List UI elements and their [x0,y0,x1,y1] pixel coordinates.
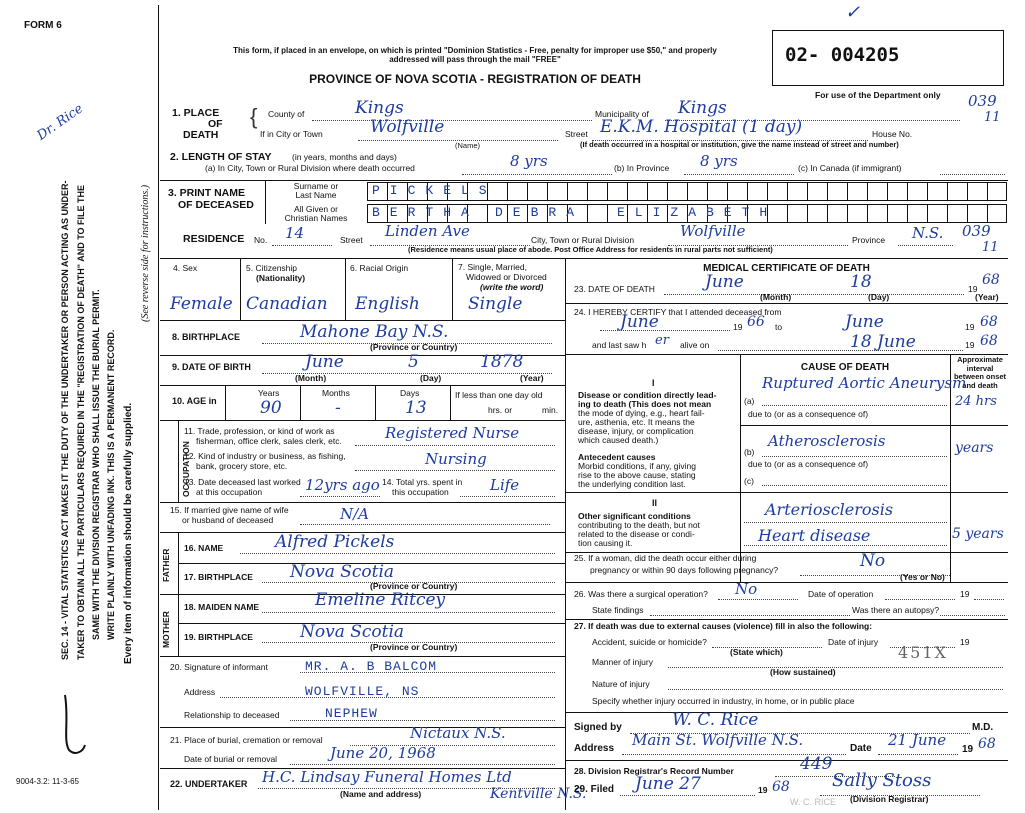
burial-label-1: 21. Place of burial, cremation or removal [170,735,323,745]
hospital-note: (If death occurred in a hospital or institution, give the name instead of street and number) [580,140,899,149]
residence-street-label: Street [340,235,363,245]
name-label-1: 3. PRINT NAME [168,187,246,199]
form-title: PROVINCE OF NOVA SCOTIA - REGISTRATION OF DEATH [309,72,641,86]
brace: { [250,104,258,129]
cause-c-label: (c) [744,476,754,486]
racial-value: English [355,294,420,314]
undertaker-caption: (Name and address) [340,789,422,799]
faint-stamp: W. C. RICE [790,797,837,807]
sec14-line1: SEC. 14 - VITAL STATISTICS ACT MAKES IT THE DUTY OF THE UNDERTAKER OR PERSON ACTING AS UNDER- [60,180,70,660]
manner-label: Manner of injury [592,657,653,667]
age-years: 90 [260,398,282,418]
form-code: 9004-3.2: 11-3-65 [16,777,80,786]
other-2: contributing to the death, but not [578,520,700,530]
due-to-2: due to (or as a consequence of) [748,459,869,469]
direct-1: Disease or condition directly lead- [578,390,717,400]
given-label-2: Christian Names [284,213,348,223]
q28-label: 28. Division Registrar's Record Number [574,766,734,776]
left-frame [158,5,159,810]
stay-label-sub: (in years, months and days) [292,152,397,162]
residence-city-label: City, Town or Rural Division [531,235,635,245]
direct-4: ure, asthenia, etc. It means the [578,417,695,427]
city-value: Wolfville [370,117,445,137]
dod-day: 18 [850,272,872,292]
sec14-line4: WRITE PLAINLY WITH UNFADING INK. THIS IS A PERMANENT RECORD. [106,329,116,640]
informant-value: MR. A. B BALCOM [305,659,438,674]
other-interval: 5 years [952,526,1004,542]
total-label-2: this occupation [392,487,449,497]
medical-heading: MEDICAL CERTIFICATE OF DEATH [703,263,870,274]
sex-label: 4. Sex [173,263,198,273]
q25-value: No [860,551,886,571]
mailing-note: This form, if placed in an envelope, on which is printed "Dominion Statistics - Free, penalty for improper use $50," and properly addressed will pass through the mail "FREE" [233,46,717,65]
filed-year: 68 [772,779,790,795]
to-label: to [775,322,783,332]
dob-year: 1878 [480,352,524,372]
dod-day-caption: (Day) [868,292,890,302]
code-451x: 451X [898,643,948,662]
place-label-3: DEATH [183,129,219,141]
doctor-address: Main St. Wolfville N.S. [632,731,804,749]
mother-tag: MOTHER [161,611,171,648]
interval-a: 24 hrs [955,394,997,409]
alive-on-label: alive on [680,340,710,350]
burial-date: June 20, 1968 [330,744,436,762]
to-prefix: 19 [965,322,975,332]
dob-day: 5 [408,352,419,372]
stay-c-label: (c) In Canada (if immigrant) [798,163,902,173]
days-label: Days [400,388,420,398]
lessday-label: If less than one day old [455,390,543,400]
residence-province-label: Province [852,235,886,245]
birthplace-caption: (Province or Country) [370,342,458,352]
dod-year: 68 [982,272,1000,288]
industry-label-2: bank, grocery store, etc. [196,461,288,471]
maiden-label: 18. MAIDEN NAME [184,602,260,612]
dod-label: 23. DATE OF DEATH [574,284,655,294]
filed-date: June 27 [635,774,701,794]
section-ii: II [652,498,658,508]
dob-label: 9. DATE OF BIRTH [172,362,251,372]
other-cause-2: Heart disease [758,526,871,545]
spouse-label-1: 15. If married give name of wife [170,505,289,515]
dob-year-caption: (Year) [520,373,544,383]
reverse-side-note: (See reverse side for instructions.) [140,184,151,322]
other-3: related to the disease or condi- [578,529,695,539]
check-mark: ✓ [845,2,861,23]
accident-label: Accident, suicide or homicide? [592,637,707,647]
stay-a-value: 8 yrs [510,152,548,170]
cause-a: Ruptured Aortic Aneurysm [762,374,967,392]
lessday-hrs: hrs. or [488,405,513,415]
spouse-value: N/A [340,505,370,523]
age-days: 13 [405,398,427,418]
dept-code-4: 11 [982,240,999,255]
op-date-label: Date of operation [808,589,874,599]
given-value-3: ELIZABETH [617,205,778,220]
informant-label: 20. Signature of informant [170,662,268,672]
sec14-line2: TAKER TO OBTAIN ALL THE PARTICULARS REQUIRED IN THE "REGISTRATION OF DEATH" AND TO FILE THE [76,184,86,660]
municipality-value: Kings [678,98,727,118]
antecedent-1: Antecedent causes [578,452,656,462]
birthplace-label: 8. BIRTHPLACE [172,332,241,342]
marital-label-2: Widowed or Divorced [466,272,547,282]
burial-label-2: Date of burial or removal [184,754,278,764]
marital-value: Single [468,294,523,314]
age-months: - [335,398,341,418]
injury-date-prefix: 19 [960,637,970,647]
cause-heading: CAUSE OF DEATH [800,362,890,373]
q27-label: 27. If death was due to external causes (violence) fill in also the following: [574,621,873,631]
citizenship-value: Canadian [246,294,328,314]
name-caption: (Name) [455,141,481,150]
father-tag: FATHER [161,548,171,582]
q25-line-2: pregnancy or within 90 days following pregnancy? [590,565,779,575]
given-value-1: BERTHA [372,205,479,220]
informant-address-label: Address [184,687,216,697]
street-value: E.K.M. Hospital (1 day) [600,117,803,137]
certify-label: 24. I HEREBY CERTIFY that I attended deceased from [574,307,782,317]
how-caption: (How sustained) [770,667,836,677]
to-year: 68 [980,314,998,330]
residence-label: RESIDENCE [183,233,245,245]
lastwork-label-2: at this occupation [196,487,263,497]
name-label-2: OF DECEASED [178,199,254,211]
specify-label: Specify whether injury occurred in industry, in home, or in public place [592,696,855,706]
lastsaw-label: and last saw h [592,340,647,350]
other-cause-1: Arteriosclerosis [765,500,894,519]
dod-month-caption: (Month) [760,292,792,302]
dod-year-caption: (Year) [975,292,999,302]
signed-label: Signed by [574,722,622,733]
marital-label-3: (write the word) [480,282,544,292]
q26-label: 26. Was there a surgical operation? [574,589,708,599]
lastsaw-prefix: 19 [965,340,975,350]
autopsy-label: Was there an autopsy? [852,605,940,615]
q26-value: No [735,580,758,598]
signature-mark [55,690,95,760]
residence-province: N.S. [912,224,944,242]
given-value-2: DEBRA [495,205,585,220]
reg-number: 02- 004205 [785,44,900,66]
doctor-initial: Dr. Rice [34,101,86,144]
residence-city: Wolfville [680,222,746,240]
industry-label-1: 12. Kind of industry or business, as fishing, [184,451,346,461]
residence-street: Linden Ave [385,222,470,240]
undertaker-label: 22. UNDERTAKER [170,779,248,789]
months-label: Months [322,388,350,398]
trade-label-2: fisherman, office clerk, sales clerk, etc. [196,436,342,446]
age-label: 10. AGE in [172,396,217,406]
county-value: Kings [355,98,404,118]
direct-6: which caused death.) [578,435,659,445]
column-divider [565,258,566,810]
burial-place: Nictaux N.S. [410,724,506,742]
to-month: June [845,312,884,332]
undertaker-place: Kentville N.S. [490,786,587,802]
father-name: Alfred Pickels [275,532,395,552]
other-1: Other significant conditions [578,511,691,521]
surname-label-2: Last Name [295,190,337,200]
antecedent-3: rise to the above cause, stating [578,470,696,480]
from-prefix: 19 [733,322,743,332]
father-name-label: 16. NAME [184,543,224,553]
dept-code-2: 11 [984,110,1001,125]
sec14-line3: SAME WITH THE DIVISION REGISTRAR WHO SHALL ISSUE THE BURIAL PERMIT. [91,289,101,640]
section-i: I [652,378,655,388]
place-label-2: OF [208,118,223,130]
stay-a-label: (a) In City, Town or Rural Division where death occurred [205,163,415,173]
interval-b: years [955,440,994,456]
municipality-label: Municipality of [595,109,649,119]
state-which-caption: (State which) [730,647,783,657]
father-birthplace-label: 17. BIRTHPLACE [184,572,253,582]
mother-birthplace-caption: (Province or Country) [370,642,458,652]
place-label-1: 1. PLACE [172,107,220,119]
lastwork-value: 12yrs ago [305,476,380,494]
other-4: tion causing it. [578,538,633,548]
every-item-note: Every item of information should be carefully supplied. [123,402,134,664]
surname-label-1: Surname or [293,181,339,191]
dob-month: June [305,352,344,372]
dept-code-3: 039 [962,222,991,240]
trade-label-1: 11. Trade, profession, or kind of work as [184,426,335,436]
father-birthplace: Nova Scotia [290,562,395,582]
relationship-label: Relationship to deceased [184,710,280,720]
undertaker-value: H.C. Lindsay Funeral Homes Ltd [262,768,512,786]
relationship-value: NEPHEW [325,706,378,721]
from-year: 66 [747,314,765,330]
occupation-tag: OCCUPATION [181,441,191,497]
maiden-value: Emeline Ritcey [315,590,446,610]
stay-b-value: 8 yrs [700,152,738,170]
dod-year-prefix: 19 [968,284,978,294]
marital-label-1: 7. Single, Married, [458,262,527,272]
cause-a-label: (a) [744,396,755,406]
industry-value: Nursing [425,450,487,468]
yes-no-caption: (Yes or No) [900,572,945,582]
county-label: County of [268,109,305,119]
sex-value: Female [170,294,233,314]
mother-birthplace: Nova Scotia [300,622,405,642]
dob-day-caption: (Day) [420,373,442,383]
sign-date: 21 June [888,731,947,749]
house-label: House No. [872,129,913,139]
q25-line-1: 25. If a woman, did the death occur either during [574,553,757,563]
cause-b-label: (b) [744,447,755,457]
residence-note: (Residence means usual place of abode. Post Office Address for residents in rural parts not sufficient) [408,245,773,254]
form-number: FORM 6 [24,20,62,31]
father-birthplace-caption: (Province or Country) [370,581,458,591]
sign-date-label: Date [850,743,872,754]
stay-label: 2. LENGTH OF STAY [170,151,272,163]
lessday-min: min. [542,405,559,415]
dept-code-1: 039 [968,92,997,110]
lastsaw-her: er [655,333,669,348]
cause-b: Atherosclerosis [768,432,886,450]
sign-year: 68 [978,736,996,752]
state-findings-label: State findings [592,605,644,615]
direct-3: the mode of dying, e.g., heart fail- [578,408,705,418]
direct-5: disease, injury, or complication [578,426,694,436]
stay-b-label: (b) In Province [614,163,670,173]
due-to-1: due to (or as a consequence of) [748,409,869,419]
lastwork-label-1: 13. Date deceased last worked [184,477,301,487]
md-label: M.D. [972,722,994,733]
sign-date-prefix: 19 [962,744,974,755]
given-label-1: All Given or [294,204,338,214]
antecedent-4: the underlying condition last. [578,479,686,489]
antecedent-2: Morbid conditions, if any, giving [578,461,696,471]
birthplace-value: Mahone Bay N.S. [300,322,449,342]
dob-month-caption: (Month) [295,373,327,383]
dept-use-label: For use of the Department only [815,90,941,100]
injury-date-label: Date of injury [828,637,879,647]
spouse-label-2: or husband of deceased [182,515,274,525]
lastsaw-year: 68 [980,333,998,349]
racial-label: 6. Racial Origin [350,263,409,273]
direct-2: ing to death (This does not mean [578,399,712,409]
filed-prefix: 19 [758,785,768,795]
residence-no-label: No. [254,235,268,245]
mother-birthplace-label: 19. BIRTHPLACE [184,632,253,642]
signed-value: W. C. Rice [672,710,759,730]
record-number: 449 [800,754,833,774]
street-label: Street [565,129,588,139]
years-label: Years [258,388,280,398]
informant-address: WOLFVILLE, NS [305,684,420,699]
registrar-caption: (Division Registrar) [850,794,929,804]
dod-month: June [705,272,744,292]
total-label-1: 14. Total yrs. spent in [382,477,463,487]
surname-value: PICKELS [372,183,497,198]
doctor-address-label: Address [574,743,615,754]
q29-label: 29. Filed [574,784,615,795]
trade-value: Registered Nurse [385,424,520,442]
op-date-prefix: 19 [960,589,970,599]
city-label: If in City or Town [260,129,323,139]
interval-heading: Approximate interval between onset and death [953,355,1007,390]
residence-no: 14 [285,224,305,242]
lastsaw-date: 18 June [850,332,916,352]
total-value: Life [490,476,520,494]
nature-label: Nature of injury [592,679,650,689]
from-month: June [620,312,659,332]
citizenship-sub: (Nationality) [256,273,306,283]
registrar-signature: Sally Stoss [832,770,932,791]
citizenship-label: 5. Citizenship [246,263,298,273]
